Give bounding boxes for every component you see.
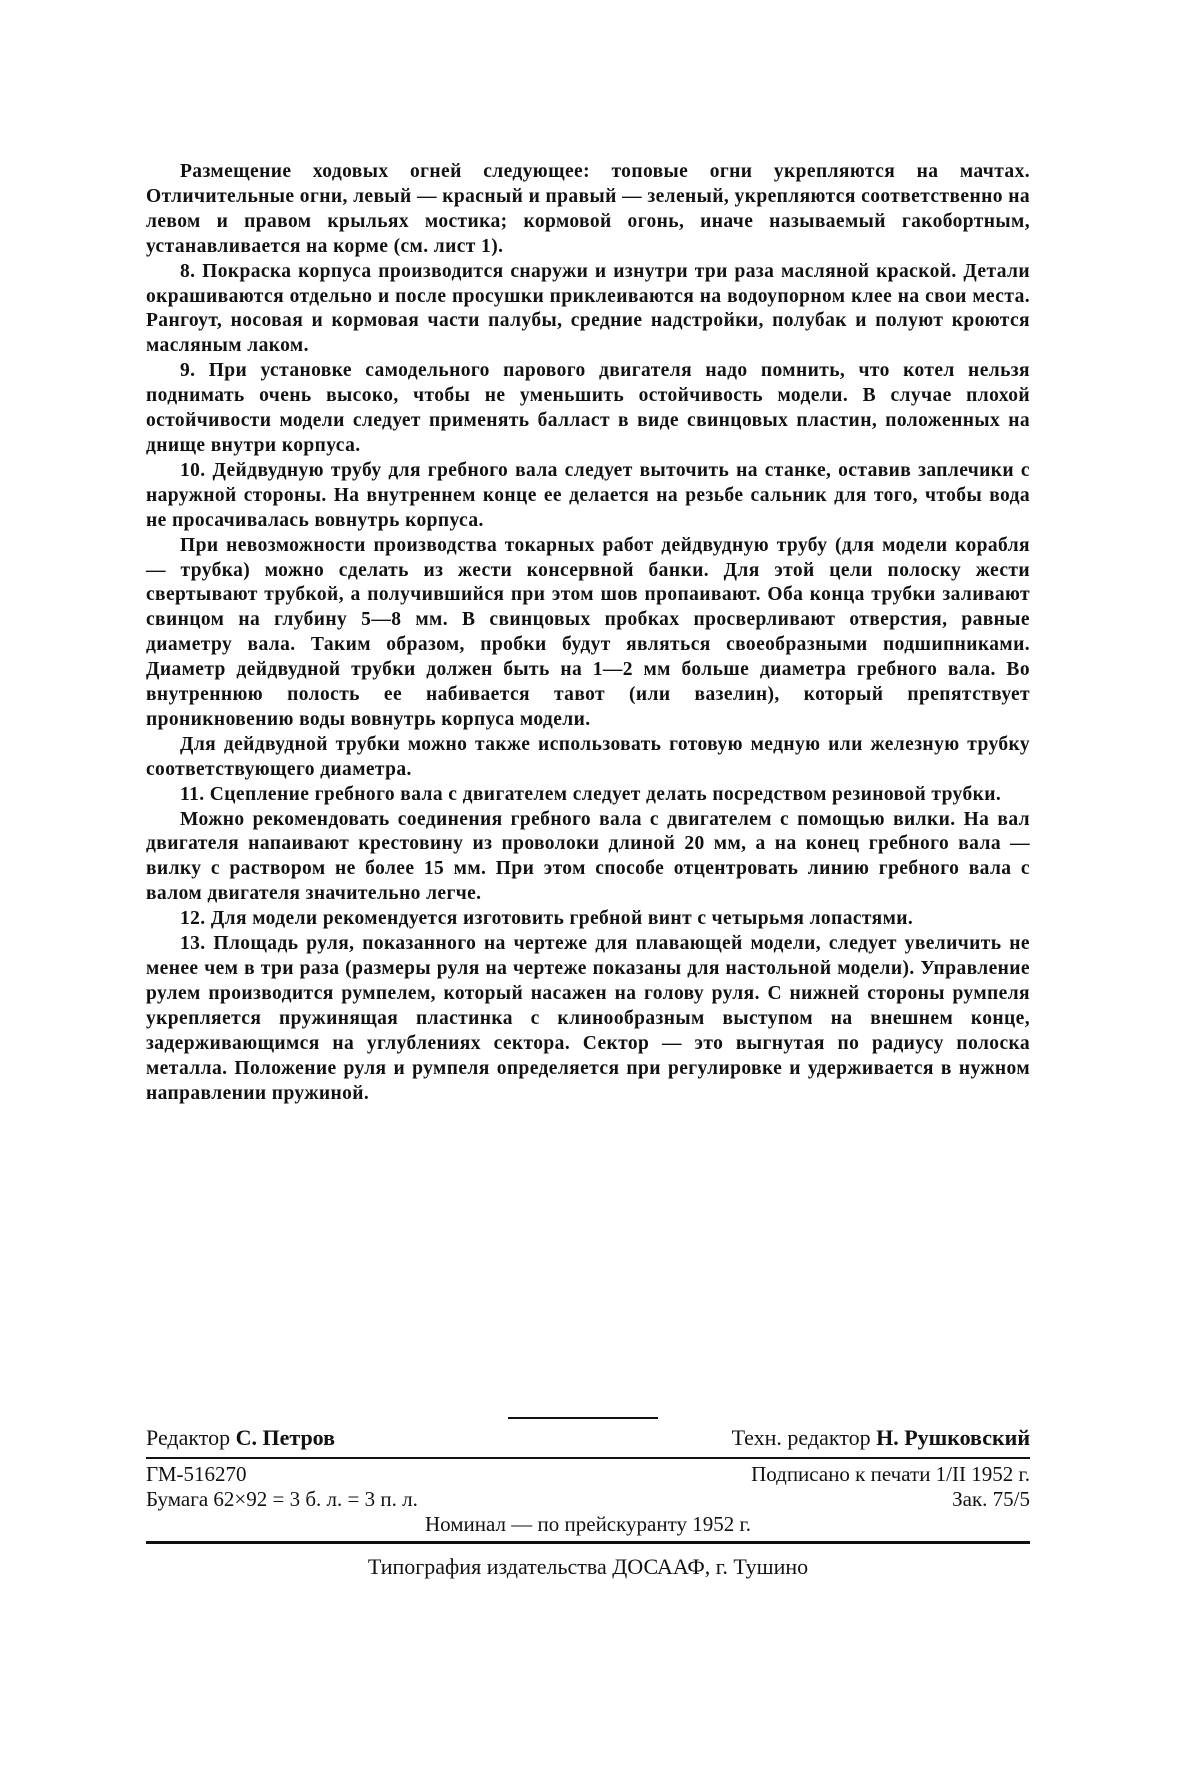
paragraph-stern-tube-alternative: При невозможности производства токарных работ дейдвудную трубу (для модели корабля — трубка) можно сделать из жести консервной банки. Для этой цели полоску жести свертывают трубкой, а получившийся при этом шов пропаивают. Оба конца трубки заливают свинцом на глубину 5—8 мм. В свинцовых пробках просверливают отверстия, равные диаметру вала. Таким образом, пробки будут являться своеобразными подшипниками. Диаметр дейдвудной трубки должен быть на 1—2 мм больше диаметра гребного вала. Во внутреннюю полость ее набивается тавот (или вазелин), который препятствует проникновению воды вовнутрь корпуса модели. — [146, 534, 1030, 730]
paragraph-13-rudder: 13. Площадь руля, показанного на чертеже для плавающей модели, следует увеличить не менее чем в три раза (размеры руля на чертеже показаны для настольной модели). Управление рулем производится румпелем, который насажен на голову руля. С нижней стороны румпеля укрепляется пружинящая пластинка с клинообразным выступом на внешнем конце, задерживающимся на углублениях сектора. Сектор — это выгнутая по радиусу полоска металла. Положение руля и румпеля определяется при регулировке и удерживается в нужном направлении пружиной. — [146, 933, 1030, 1104]
signed-for-print: Подписано к печати 1/II 1952 г. — [751, 1462, 1030, 1486]
order-number: Зак. 75/5 — [952, 1487, 1030, 1511]
printer-line: Типография издательства ДОСААФ, г. Тушино — [367, 1554, 809, 1579]
paragraph-10-stern-tube: 10. Дейдвудную трубу для гребного вала следует выточить на станке, оставив заплечики с наружной стороны. На внутреннем конце ее делается на резьбе сальник для того, чтобы вода не просачивалась вовнутрь корпуса. — [146, 459, 1030, 531]
colophon-rule-bottom — [146, 1541, 1030, 1544]
paragraph-8-painting: 8. Покраска корпуса производится снаружи и изнутри три раза масляной краской. Детали окрашиваются отдельно и после просушки приклеиваются на водоупорном клее на свои места. Рангоут, носовая и кормовая части палубы, средние надстройки, полубак и полуют кроются масляным лаком. — [146, 260, 1030, 357]
section-divider — [508, 1417, 658, 1419]
colophon-rule-top — [146, 1457, 1030, 1459]
imprint-block — [146, 1462, 1030, 1537]
paragraph-9-steam-engine: 9. При установке самодельного парового двигателя надо помнить, что котел нельзя поднимать очень высоко, чтобы не уменьшить остойчивость модели. В случае плохой остойчивости модели следует применять балласт в виде свинцовых пластин, положенных на днище внутри корпуса. — [146, 360, 1030, 456]
body-text — [146, 160, 1030, 1106]
paper-format: Бумага 62×92 = 3 б. л. = 3 п. л. — [146, 1487, 418, 1511]
tech-editor-name: Н. Рушковский — [876, 1425, 1030, 1450]
editor-label: Редактор — [146, 1425, 231, 1450]
tech-editor-label: Техн. редактор — [731, 1425, 871, 1450]
paragraph-11-coupling: 11. Сцепление гребного вала с двигателем следует делать посредством резиновой трубки. — [180, 783, 1002, 805]
editor-credit — [146, 1424, 335, 1452]
tech-editor-credit — [732, 1424, 1030, 1452]
price-note: Номинал — по прейскуранту 1952 г. — [425, 1512, 751, 1536]
paragraph-running-lights: Размещение ходовых огней следующее: топовые огни укрепляются на мачтах. Отличительные огни, левый — красный и правый — зеленый, укрепляются соответственно на левом и правом крыльях мостика; кормовой огонь, иначе называемый гакобортным, устанавливается на корме (см. лист 1). — [146, 161, 1030, 257]
paragraph-stern-tube-ready-made: Для дейдвудной трубки можно также использовать готовую медную или железную трубку соответствующего диаметра. — [146, 733, 1030, 780]
paragraph-fork-coupling: Можно рекомендовать соединения гребного вала с двигателем с помощью вилки. На вал двигателя напаивают крестовину из проволоки длиной 20 мм, а на конец гребного вала — вилку с раствором не более 15 мм. При этом способе отцентровать линию гребного вала с валом двигателя значительно легче. — [146, 808, 1030, 905]
paragraph-12-propeller: 12. Для модели рекомендуется изготовить гребной винт с четырьмя лопастями. — [180, 908, 914, 930]
editor-name: С. Петров — [235, 1425, 336, 1450]
publication-code: ГМ-516270 — [146, 1462, 247, 1486]
